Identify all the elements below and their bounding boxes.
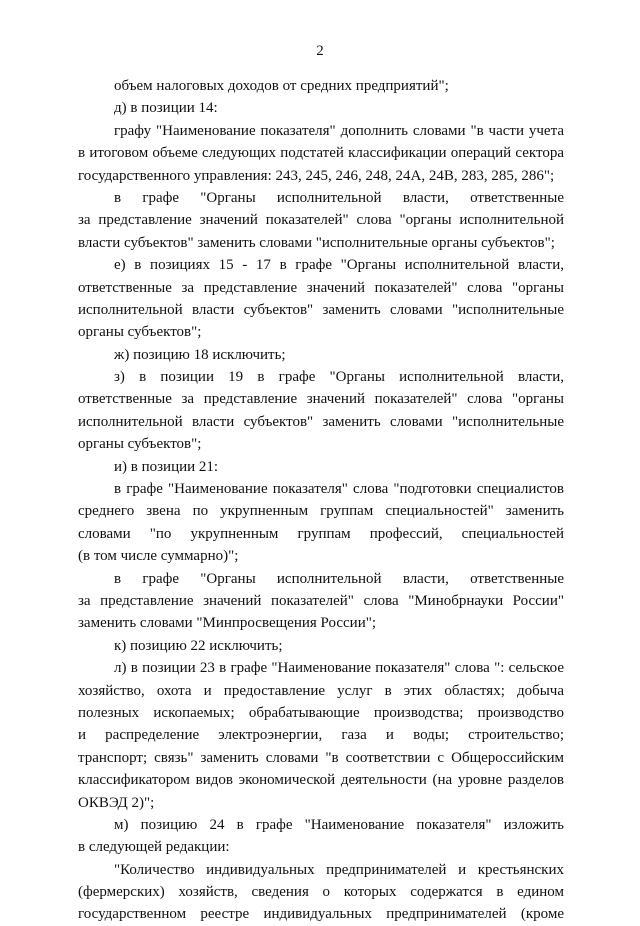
text-line: л) в позиции 23 в графе "Наименование показателя" слова ": сельское: [114, 660, 564, 677]
text-line: д) в позиции 14:: [114, 100, 218, 117]
text-line: среднего звена по укрупненным группам специальностей" заменить: [78, 503, 564, 520]
text-line: государственном реестре индивидуальных предпринимателей (кроме: [78, 906, 564, 923]
text-line: государственного управления: 243, 245, 246, 248, 24А, 24В, 283, 285, 286";: [78, 167, 555, 184]
text-line: ОКВЭД 2)";: [78, 794, 155, 811]
text-line: и) в позиции 21:: [114, 458, 219, 475]
text-line: (в том числе суммарно)";: [78, 548, 239, 565]
text-line: классификатором видов экономической деятельности (на уровне разделов: [78, 772, 564, 789]
text-line: органы субъектов";: [78, 324, 202, 341]
text-line: объем налоговых доходов от средних предприятий";: [114, 78, 449, 94]
text-line: в графе "Наименование показателя" слова "подготовки специалистов: [114, 481, 564, 498]
text-line: в итоговом объеме следующих подстатей классификации операций сектора: [78, 145, 564, 162]
text-line: полезных ископаемых; обрабатывающие производства; производство: [78, 704, 564, 721]
page-number: 2: [316, 43, 324, 59]
text-line: ответственные за представление значений показателей" слова "органы: [78, 279, 564, 296]
text-line: за представление значений показателей" слова "органы исполнительной: [78, 212, 564, 229]
text-line: исполнительной власти субъектов" заменить словами "исполнительные: [78, 301, 564, 318]
text-line: хозяйство, охота и предоставление услуг в этих областях; добыча: [78, 682, 564, 699]
text-line: исполнительной власти субъектов" заменить словами "исполнительные: [78, 413, 564, 430]
text-line: графу "Наименование показателя" дополнить словами "в части учета: [114, 122, 564, 139]
text-line: з) в позиции 19 в графе "Органы исполнительной власти,: [114, 369, 564, 386]
document-body: [78, 75, 564, 926]
text-line: к) позицию 22 исключить;: [114, 637, 283, 654]
text-line: в следующей редакции:: [78, 839, 230, 856]
text-line: в графе "Органы исполнительной власти, ответственные: [114, 189, 564, 206]
text-line: е) в позициях 15 - 17 в графе "Органы исполнительной власти,: [114, 257, 564, 274]
text-line: "Количество индивидуальных предпринимателей и крестьянских: [114, 861, 564, 878]
text-line: (фермерских) хозяйств, сведения о которых содержатся в едином: [78, 884, 564, 901]
text-line: м) позицию 24 в графе "Наименование показателя" изложить: [114, 816, 564, 833]
text-line: словами "по укрупненным группам профессий, специальностей: [78, 525, 564, 542]
text-line: транспорт; связь" заменить словами "в соответствии с Общероссийским: [78, 749, 564, 766]
text-line: ответственные за представление значений показателей" слова "органы: [78, 391, 564, 408]
text-line: за представление значений показателей" слова "Минобрнауки России": [78, 592, 564, 609]
text-line: власти субъектов" заменить словами "исполнительные органы субъектов";: [78, 234, 555, 251]
text-line: ж) позицию 18 исключить;: [114, 346, 286, 363]
text-line: в графе "Органы исполнительной власти, ответственные: [114, 570, 564, 587]
text-line: органы субъектов";: [78, 436, 202, 453]
text-line: заменить словами "Минпросвещения России";: [78, 615, 377, 632]
text-line: и распределение электроэнергии, газа и воды; строительство;: [78, 727, 564, 744]
